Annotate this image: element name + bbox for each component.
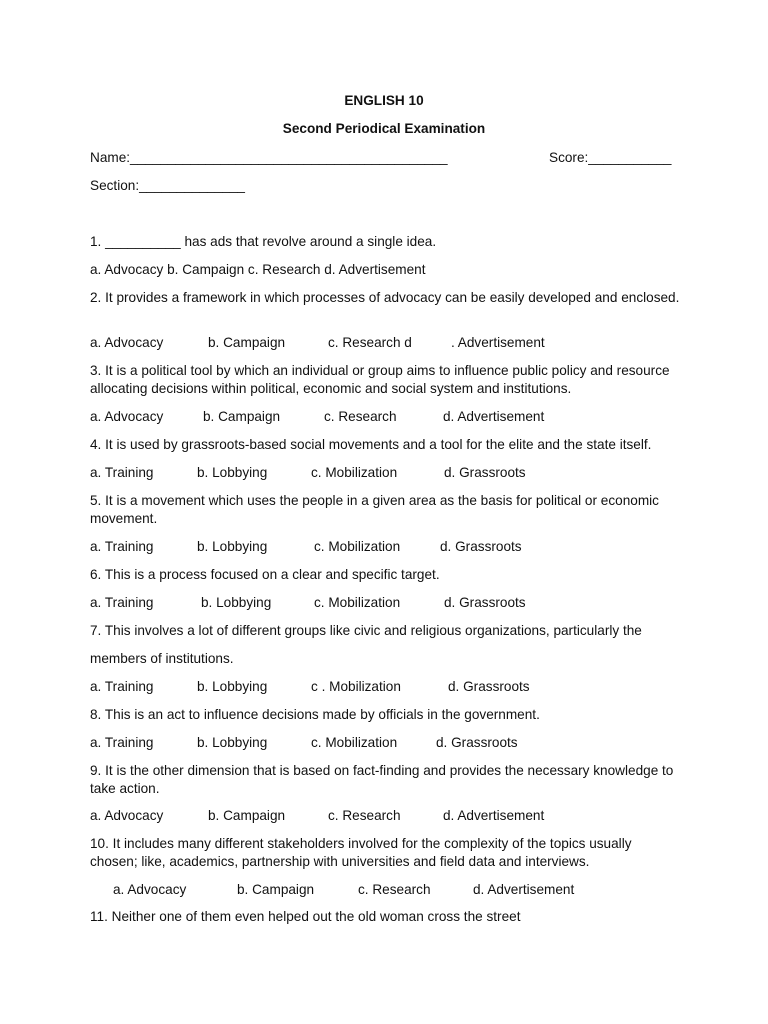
question-6-option-c: c. Mobilization xyxy=(314,595,401,610)
question-2-option-d: . Advertisement xyxy=(451,335,545,350)
question-7-line-2: members of institutions. xyxy=(90,651,234,666)
question-8-option-a: a. Training xyxy=(90,735,154,750)
question-10-option-b: b. Campaign xyxy=(237,882,315,897)
question-7-option-b: b. Lobbying xyxy=(197,679,268,694)
question-4-option-d: d. Grassroots xyxy=(444,465,526,480)
question-3-option-c: c. Research xyxy=(324,409,397,424)
question-10-option-a: a. Advocacy xyxy=(113,882,187,897)
question-6-option-a: a. Training xyxy=(90,595,154,610)
question-10-option-c: c. Research xyxy=(358,882,431,897)
question-7-option-d: d. Grassroots xyxy=(448,679,530,694)
name-field: Name:__________________________________________ xyxy=(90,150,448,165)
question-6-option-b: b. Lobbying xyxy=(201,595,272,610)
question-7-option-c: c . Mobilization xyxy=(311,679,401,694)
question-2-option-a: a. Advocacy xyxy=(90,335,164,350)
question-11: 11. Neither one of them even helped out the old woman cross the street xyxy=(90,909,521,924)
question-8: 8. This is an act to influence decisions made by officials in the government. xyxy=(90,707,540,722)
question-8-option-c: c. Mobilization xyxy=(311,735,398,750)
question-8-option-d: d. Grassroots xyxy=(436,735,518,750)
question-4-option-b: b. Lobbying xyxy=(197,465,268,480)
question-1: 1. __________ has ads that revolve around a single idea. xyxy=(90,234,437,249)
question-2: 2. It provides a framework in which processes of advocacy can be easily developed and enclosed. xyxy=(90,290,680,305)
question-3-option-a: a. Advocacy xyxy=(90,409,164,424)
section-field: Section:______________ xyxy=(90,178,245,193)
question-5: 5. It is a movement which uses the people in a given area as the basis for political or economic movement. xyxy=(90,493,659,526)
question-4-option-a: a. Training xyxy=(90,465,154,480)
question-4-option-c: c. Mobilization xyxy=(311,465,398,480)
question-7-line-1: 7. This involves a lot of different groups like civic and religious organizations, particularly the xyxy=(90,623,642,638)
question-5-option-d: d. Grassroots xyxy=(440,539,522,554)
question-6: 6. This is a process focused on a clear and specific target. xyxy=(90,567,440,582)
question-2-option-b: b. Campaign xyxy=(208,335,286,350)
question-10-option-d: d. Advertisement xyxy=(473,882,575,897)
question-3: 3. It is a political tool by which an individual or group aims to influence public policy and resource allocating decisions within political, economic and social system and institutions. xyxy=(90,363,670,396)
exam-title: ENGLISH 10 xyxy=(344,93,424,108)
question-1-options: a. Advocacy b. Campaign c. Research d. Advertisement xyxy=(90,262,426,277)
question-5-option-a: a. Training xyxy=(90,539,154,554)
question-9-option-a: a. Advocacy xyxy=(90,808,164,823)
question-5-option-b: b. Lobbying xyxy=(197,539,268,554)
question-4: 4. It is used by grassroots-based social movements and a tool for the elite and the state itself. xyxy=(90,437,652,452)
score-field: Score:___________ xyxy=(549,150,672,165)
question-9-option-b: b. Campaign xyxy=(208,808,286,823)
question-3-option-d: d. Advertisement xyxy=(443,409,545,424)
question-5-option-c: c. Mobilization xyxy=(314,539,401,554)
question-9: 9. It is the other dimension that is based on fact-finding and provides the necessary knowledge to take action. xyxy=(90,763,674,796)
question-9-option-c: c. Research xyxy=(328,808,401,823)
question-9-option-d: d. Advertisement xyxy=(443,808,545,823)
question-7-option-a: a. Training xyxy=(90,679,154,694)
question-10: 10. It includes many different stakeholders involved for the complexity of the topics usually chosen; like, academics, partnership with universities and field data and interviews. xyxy=(90,836,632,869)
question-3-option-b: b. Campaign xyxy=(203,409,281,424)
question-8-option-b: b. Lobbying xyxy=(197,735,268,750)
question-6-option-d: d. Grassroots xyxy=(444,595,526,610)
question-2-option-c: c. Research d xyxy=(328,335,412,350)
exam-subtitle: Second Periodical Examination xyxy=(282,121,486,136)
